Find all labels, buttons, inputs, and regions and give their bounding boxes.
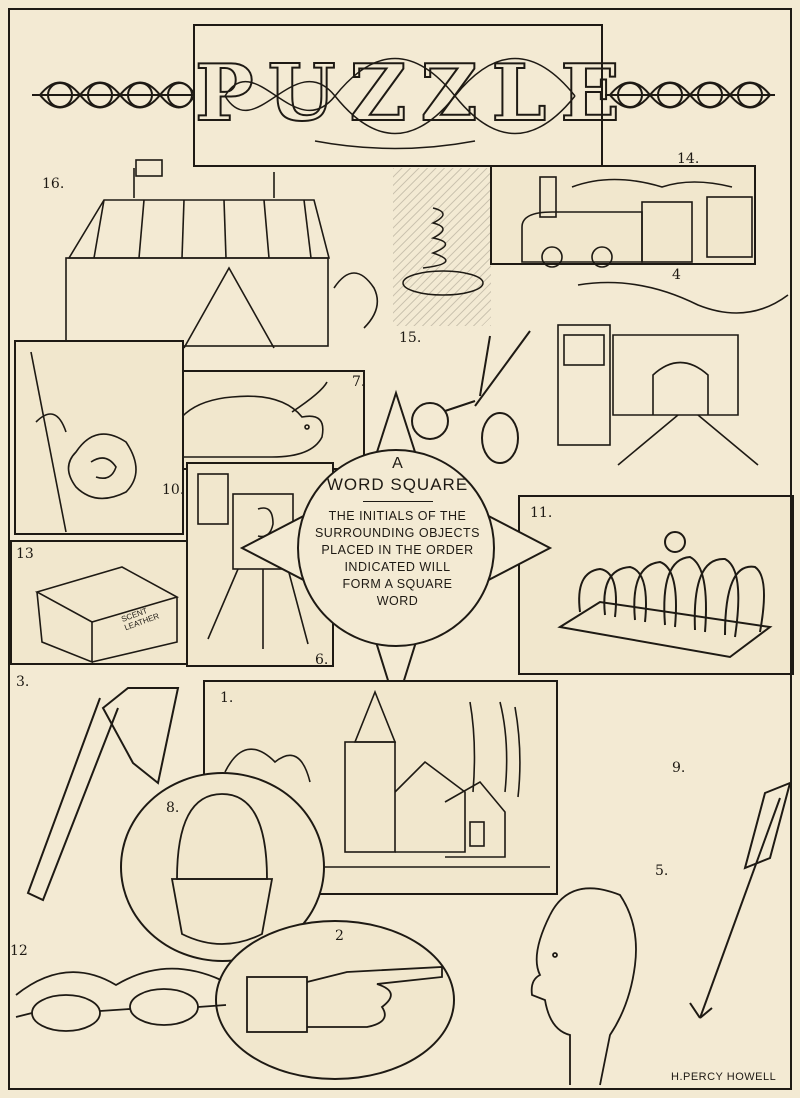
tunnel-illustration	[558, 265, 794, 475]
artist-signature: H.PERCY HOWELL	[668, 1070, 779, 1084]
panel-fountain	[393, 168, 491, 326]
panel-number: 1.	[220, 690, 234, 706]
panel-number: 2	[335, 928, 344, 944]
panel-tent	[14, 168, 392, 368]
panel-number: 6.	[315, 652, 329, 668]
rose-illustration	[16, 342, 186, 537]
card-divider	[363, 501, 433, 502]
panel-number: 14.	[677, 151, 700, 167]
tent-illustration	[14, 168, 392, 368]
puzzle-title: PUZZLE	[195, 48, 634, 139]
toastrack-illustration	[520, 497, 796, 677]
panel-number: 15.	[399, 330, 422, 346]
panel-spectacles	[6, 935, 231, 1085]
panel-number: 7.	[352, 374, 366, 390]
panel-girl	[490, 855, 670, 1085]
panel-number: 3.	[16, 674, 30, 690]
panel-number: 16.	[42, 176, 65, 192]
card-line: WORD	[376, 594, 419, 608]
box-illustration	[12, 542, 190, 667]
panel-number: 13	[16, 546, 34, 562]
card-line: FORM A SQUARE	[342, 577, 453, 591]
hand-illustration	[217, 922, 457, 1082]
panel-number: 4	[672, 267, 681, 283]
spectacles-illustration	[6, 935, 231, 1085]
card-line: INDICATED WILL	[344, 560, 451, 574]
panel-toastrack	[518, 495, 794, 675]
panel-number: 11.	[530, 505, 553, 521]
card-heading: WORD SQUARE	[326, 475, 469, 494]
box-label: SCENT LEATHER	[120, 606, 161, 633]
panel-rose	[14, 340, 184, 535]
panel-number: 10.	[162, 482, 185, 498]
panel-box	[10, 540, 188, 665]
word-square-card	[300, 455, 495, 610]
card-line: THE INITIALS OF THE	[328, 509, 467, 523]
panel-number: 12	[10, 943, 28, 959]
train-illustration	[492, 167, 758, 267]
title-panel	[193, 24, 634, 167]
panel-number: 9.	[672, 760, 686, 776]
panel-hand	[215, 920, 455, 1080]
panel-number: 8.	[166, 800, 180, 816]
panel-train	[490, 151, 756, 265]
card-line: SURROUNDING OBJECTS	[314, 526, 481, 540]
girl-illustration	[490, 855, 670, 1085]
card-line: PLACED IN THE ORDER	[321, 543, 474, 557]
fountain-illustration	[393, 168, 491, 326]
card-mark: A	[392, 455, 403, 472]
panel-tunnel	[558, 265, 794, 475]
panel-number: 5.	[655, 863, 669, 879]
